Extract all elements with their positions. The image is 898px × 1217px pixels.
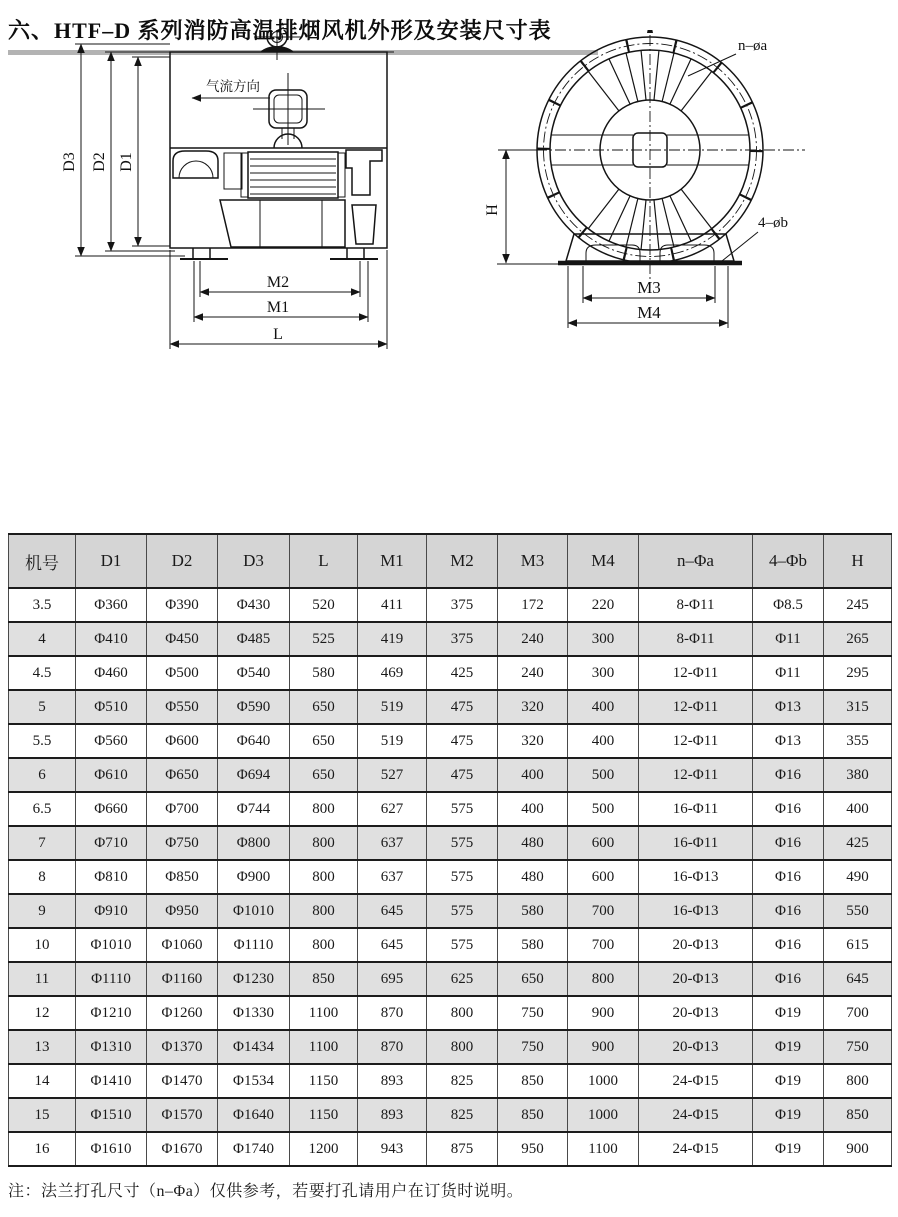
cell: 800 xyxy=(824,1064,892,1098)
cell: 16-Φ13 xyxy=(639,860,753,894)
cell: Φ1230 xyxy=(218,962,290,996)
fan-dimension-figure xyxy=(0,30,898,530)
table-row xyxy=(9,826,892,860)
cell: 20-Φ13 xyxy=(639,928,753,962)
column-header: 机号 xyxy=(9,534,76,588)
cell: 615 xyxy=(824,928,892,962)
table-row xyxy=(9,690,892,724)
cell: Φ1060 xyxy=(147,928,218,962)
cell: 1150 xyxy=(290,1098,358,1132)
cell: 355 xyxy=(824,724,892,758)
cell: 900 xyxy=(568,996,639,1030)
cell: 580 xyxy=(498,928,568,962)
cell: Φ700 xyxy=(147,792,218,826)
cell: Φ16 xyxy=(753,792,824,826)
column-header: M3 xyxy=(498,534,568,588)
cell: 8-Φ11 xyxy=(639,622,753,656)
cell: 800 xyxy=(427,996,498,1030)
dim-label-d1: D1 xyxy=(118,152,135,172)
cell: 575 xyxy=(427,894,498,928)
cell: 12-Φ11 xyxy=(639,656,753,690)
cell: 220 xyxy=(568,588,639,622)
cell: Φ1260 xyxy=(147,996,218,1030)
column-header: M2 xyxy=(427,534,498,588)
airflow-direction-label: 气流方向 xyxy=(206,79,260,94)
cell: Φ560 xyxy=(76,724,147,758)
cell: 375 xyxy=(427,588,498,622)
cell: Φ13 xyxy=(753,724,824,758)
hole-callouts xyxy=(688,38,788,261)
cell: 500 xyxy=(568,792,639,826)
cell: 15 xyxy=(9,1098,76,1132)
cell: Φ1110 xyxy=(218,928,290,962)
cell: 825 xyxy=(427,1064,498,1098)
cell: 700 xyxy=(568,928,639,962)
cell: 490 xyxy=(824,860,892,894)
cell: 12-Φ11 xyxy=(639,724,753,758)
cell: 4.5 xyxy=(9,656,76,690)
cell: 4 xyxy=(9,622,76,656)
cell: Φ1534 xyxy=(218,1064,290,1098)
cell: Φ540 xyxy=(218,656,290,690)
cell: 900 xyxy=(824,1132,892,1166)
cell: 1000 xyxy=(568,1064,639,1098)
cell: 5 xyxy=(9,690,76,724)
cell: Φ1640 xyxy=(218,1098,290,1132)
cell: Φ650 xyxy=(147,758,218,792)
cell: 240 xyxy=(498,622,568,656)
cell: 400 xyxy=(498,758,568,792)
cell: 700 xyxy=(824,996,892,1030)
dimension-lines-length xyxy=(170,250,387,349)
cell: Φ1210 xyxy=(76,996,147,1030)
cell: 800 xyxy=(290,826,358,860)
cell: 1100 xyxy=(290,996,358,1030)
cell: 750 xyxy=(498,1030,568,1064)
cell: 5.5 xyxy=(9,724,76,758)
cell: 800 xyxy=(427,1030,498,1064)
cell: 7 xyxy=(9,826,76,860)
table-row xyxy=(9,1030,892,1064)
cell: 650 xyxy=(290,758,358,792)
cell: 1150 xyxy=(290,1064,358,1098)
cell: 24-Φ15 xyxy=(639,1064,753,1098)
motor-body xyxy=(241,152,345,198)
cell: Φ1570 xyxy=(147,1098,218,1132)
cell: Φ750 xyxy=(147,826,218,860)
base-holes-label: 4–øb xyxy=(758,215,788,231)
dim-label-m1: M1 xyxy=(266,299,290,316)
cell: 950 xyxy=(498,1132,568,1166)
cell: 380 xyxy=(824,758,892,792)
cell: 315 xyxy=(824,690,892,724)
cell: 9 xyxy=(9,894,76,928)
cell: Φ810 xyxy=(76,860,147,894)
cell: Φ1370 xyxy=(147,1030,218,1064)
junction-box xyxy=(253,73,325,148)
cell: 575 xyxy=(427,928,498,962)
cell: Φ640 xyxy=(218,724,290,758)
table-row xyxy=(9,1064,892,1098)
bearing-housing xyxy=(173,151,242,189)
cell: 295 xyxy=(824,656,892,690)
cell: 265 xyxy=(824,622,892,656)
dim-label-d2: D2 xyxy=(91,152,108,172)
cell: 20-Φ13 xyxy=(639,962,753,996)
table-row xyxy=(9,996,892,1030)
cell: 893 xyxy=(358,1064,427,1098)
cell: Φ710 xyxy=(76,826,147,860)
cell: 8-Φ11 xyxy=(639,588,753,622)
cell: 172 xyxy=(498,588,568,622)
cell: Φ19 xyxy=(753,1064,824,1098)
dim-label-h: H xyxy=(484,204,501,216)
cell: 575 xyxy=(427,860,498,894)
column-header: n–Φa xyxy=(639,534,753,588)
dimension-table xyxy=(8,533,891,1167)
cell: 580 xyxy=(290,656,358,690)
cell: 320 xyxy=(498,690,568,724)
cell: 550 xyxy=(824,894,892,928)
cell: 425 xyxy=(427,656,498,690)
cell: Φ550 xyxy=(147,690,218,724)
table-row xyxy=(9,1098,892,1132)
cell: 1000 xyxy=(568,1098,639,1132)
cell: 8 xyxy=(9,860,76,894)
cell: 12 xyxy=(9,996,76,1030)
cell: Φ16 xyxy=(753,826,824,860)
cell: 825 xyxy=(427,1098,498,1132)
cell: 870 xyxy=(358,996,427,1030)
dimension-lines-diameters xyxy=(61,44,185,256)
cell: 580 xyxy=(498,894,568,928)
cell: 411 xyxy=(358,588,427,622)
dim-label-m2: M2 xyxy=(266,274,290,291)
dim-label-d3: D3 xyxy=(61,152,78,172)
cell: 800 xyxy=(290,792,358,826)
cell: Φ1330 xyxy=(218,996,290,1030)
footnote-text: 注：法兰打孔尺寸（n–Φa）仅供参考，若要打孔请用户在订货时说明。 xyxy=(8,1183,524,1200)
cell: 480 xyxy=(498,860,568,894)
cell: Φ11 xyxy=(753,656,824,690)
cell: 645 xyxy=(358,894,427,928)
cell: 12-Φ11 xyxy=(639,758,753,792)
cell: 695 xyxy=(358,962,427,996)
column-header: D3 xyxy=(218,534,290,588)
cell: 13 xyxy=(9,1030,76,1064)
cell: 600 xyxy=(568,826,639,860)
cell: 419 xyxy=(358,622,427,656)
cell: Φ460 xyxy=(76,656,147,690)
cell: Φ16 xyxy=(753,894,824,928)
cell: Φ1434 xyxy=(218,1030,290,1064)
cell: Φ16 xyxy=(753,860,824,894)
cell: Φ16 xyxy=(753,962,824,996)
cell: 1200 xyxy=(290,1132,358,1166)
cell: 875 xyxy=(427,1132,498,1166)
cell: Φ360 xyxy=(76,588,147,622)
cell: Φ19 xyxy=(753,996,824,1030)
cell: Φ1010 xyxy=(218,894,290,928)
column-header: D1 xyxy=(76,534,147,588)
table-row xyxy=(9,622,892,656)
cell: Φ510 xyxy=(76,690,147,724)
cell: Φ1470 xyxy=(147,1064,218,1098)
cell: Φ1510 xyxy=(76,1098,147,1132)
column-header: L xyxy=(290,534,358,588)
cell: Φ900 xyxy=(218,860,290,894)
support-bracket xyxy=(346,150,382,244)
cell: 400 xyxy=(568,690,639,724)
cell: 900 xyxy=(568,1030,639,1064)
cell: Φ660 xyxy=(76,792,147,826)
cell: Φ1010 xyxy=(76,928,147,962)
cell: Φ11 xyxy=(753,622,824,656)
cell: 525 xyxy=(290,622,358,656)
dimension-m3-m4 xyxy=(568,266,728,328)
cell: 627 xyxy=(358,792,427,826)
cell: Φ694 xyxy=(218,758,290,792)
table-row xyxy=(9,656,892,690)
dim-label-l: L xyxy=(273,326,283,343)
cell: 1100 xyxy=(290,1030,358,1064)
cell: 700 xyxy=(568,894,639,928)
cell: 16-Φ11 xyxy=(639,792,753,826)
cell: 400 xyxy=(824,792,892,826)
cell: 400 xyxy=(568,724,639,758)
cell: 645 xyxy=(358,928,427,962)
cell: Φ610 xyxy=(76,758,147,792)
cell: Φ8.5 xyxy=(753,588,824,622)
cell: 600 xyxy=(568,860,639,894)
cell: Φ430 xyxy=(218,588,290,622)
cell: 850 xyxy=(824,1098,892,1132)
cell: 480 xyxy=(498,826,568,860)
cell: 893 xyxy=(358,1098,427,1132)
cell: 519 xyxy=(358,724,427,758)
cell: 245 xyxy=(824,588,892,622)
cell: Φ1410 xyxy=(76,1064,147,1098)
cell: Φ16 xyxy=(753,758,824,792)
column-header: D2 xyxy=(147,534,218,588)
cell: 12-Φ11 xyxy=(639,690,753,724)
cell: 16-Φ11 xyxy=(639,826,753,860)
cell: 6.5 xyxy=(9,792,76,826)
cell: 519 xyxy=(358,690,427,724)
cell: 320 xyxy=(498,724,568,758)
cell: 24-Φ15 xyxy=(639,1098,753,1132)
cell: 650 xyxy=(290,690,358,724)
cell: 650 xyxy=(290,724,358,758)
cell: 850 xyxy=(290,962,358,996)
cell: 500 xyxy=(568,758,639,792)
cell: 800 xyxy=(568,962,639,996)
cell: Φ800 xyxy=(218,826,290,860)
column-header: M1 xyxy=(358,534,427,588)
column-header: 4–Φb xyxy=(753,534,824,588)
cell: 16-Φ13 xyxy=(639,894,753,928)
dimension-h xyxy=(484,150,566,264)
cell: Φ850 xyxy=(147,860,218,894)
cell: 300 xyxy=(568,622,639,656)
centerline-marker xyxy=(647,30,653,33)
cell: 475 xyxy=(427,724,498,758)
cell: Φ1740 xyxy=(218,1132,290,1166)
table-row xyxy=(9,758,892,792)
column-header: H xyxy=(824,534,892,588)
cell: 240 xyxy=(498,656,568,690)
table-row xyxy=(9,588,892,622)
cell: 637 xyxy=(358,860,427,894)
cell: Φ410 xyxy=(76,622,147,656)
dim-label-m4: M4 xyxy=(637,303,661,322)
table-row xyxy=(9,1132,892,1166)
cell: 850 xyxy=(498,1064,568,1098)
cell: Φ1160 xyxy=(147,962,218,996)
cell: Φ16 xyxy=(753,928,824,962)
cell: Φ950 xyxy=(147,894,218,928)
cell: Φ1670 xyxy=(147,1132,218,1166)
cell: 375 xyxy=(427,622,498,656)
cell: Φ19 xyxy=(753,1030,824,1064)
cell: 800 xyxy=(290,860,358,894)
cell: Φ910 xyxy=(76,894,147,928)
front-view-drawing xyxy=(484,30,805,328)
eyebolt-icon xyxy=(254,30,301,60)
table-row xyxy=(9,928,892,962)
cell: 6 xyxy=(9,758,76,792)
cell: 20-Φ13 xyxy=(639,996,753,1030)
table-row xyxy=(9,860,892,894)
cell: 425 xyxy=(824,826,892,860)
cell: 637 xyxy=(358,826,427,860)
cell: 3.5 xyxy=(9,588,76,622)
cell: 24-Φ15 xyxy=(639,1132,753,1166)
cell: 575 xyxy=(427,792,498,826)
cell: Φ500 xyxy=(147,656,218,690)
technical-drawing xyxy=(0,30,898,530)
table-header-row xyxy=(9,534,892,588)
cell: Φ390 xyxy=(147,588,218,622)
cell: Φ1310 xyxy=(76,1030,147,1064)
cell: 20-Φ13 xyxy=(639,1030,753,1064)
flange-holes-label: n–øa xyxy=(738,38,768,54)
cell: 750 xyxy=(824,1030,892,1064)
cell: 645 xyxy=(824,962,892,996)
cell: 625 xyxy=(427,962,498,996)
cell: 1100 xyxy=(568,1132,639,1166)
cell: 11 xyxy=(9,962,76,996)
cell: Φ744 xyxy=(218,792,290,826)
cell: 750 xyxy=(498,996,568,1030)
cell: 475 xyxy=(427,758,498,792)
table-row xyxy=(9,724,892,758)
cell: 14 xyxy=(9,1064,76,1098)
cell: 527 xyxy=(358,758,427,792)
cell: 400 xyxy=(498,792,568,826)
cell: Φ19 xyxy=(753,1132,824,1166)
column-header: M4 xyxy=(568,534,639,588)
cell: 469 xyxy=(358,656,427,690)
cell: 16 xyxy=(9,1132,76,1166)
cell: 520 xyxy=(290,588,358,622)
cell: Φ600 xyxy=(147,724,218,758)
cell: 850 xyxy=(498,1098,568,1132)
cell: 800 xyxy=(290,894,358,928)
cell: 300 xyxy=(568,656,639,690)
table-row xyxy=(9,894,892,928)
cell: Φ1610 xyxy=(76,1132,147,1166)
side-view-drawing xyxy=(61,30,394,349)
cell: Φ485 xyxy=(218,622,290,656)
cell: 800 xyxy=(290,928,358,962)
table-row xyxy=(9,962,892,996)
cell: Φ1110 xyxy=(76,962,147,996)
cell: 650 xyxy=(498,962,568,996)
cell: 943 xyxy=(358,1132,427,1166)
cell: Φ450 xyxy=(147,622,218,656)
table-row xyxy=(9,792,892,826)
mounting-feet xyxy=(180,248,378,259)
dim-label-m3: M3 xyxy=(637,278,661,297)
cell: 475 xyxy=(427,690,498,724)
cell: Φ13 xyxy=(753,690,824,724)
cell: Φ590 xyxy=(218,690,290,724)
motor-pedestal xyxy=(220,200,345,247)
cell: 870 xyxy=(358,1030,427,1064)
cell: Φ19 xyxy=(753,1098,824,1132)
cell: 10 xyxy=(9,928,76,962)
page-title: 六、HTF–D 系列消防高温排烟风机外形及安装尺寸表 xyxy=(8,18,552,43)
cell: 575 xyxy=(427,826,498,860)
